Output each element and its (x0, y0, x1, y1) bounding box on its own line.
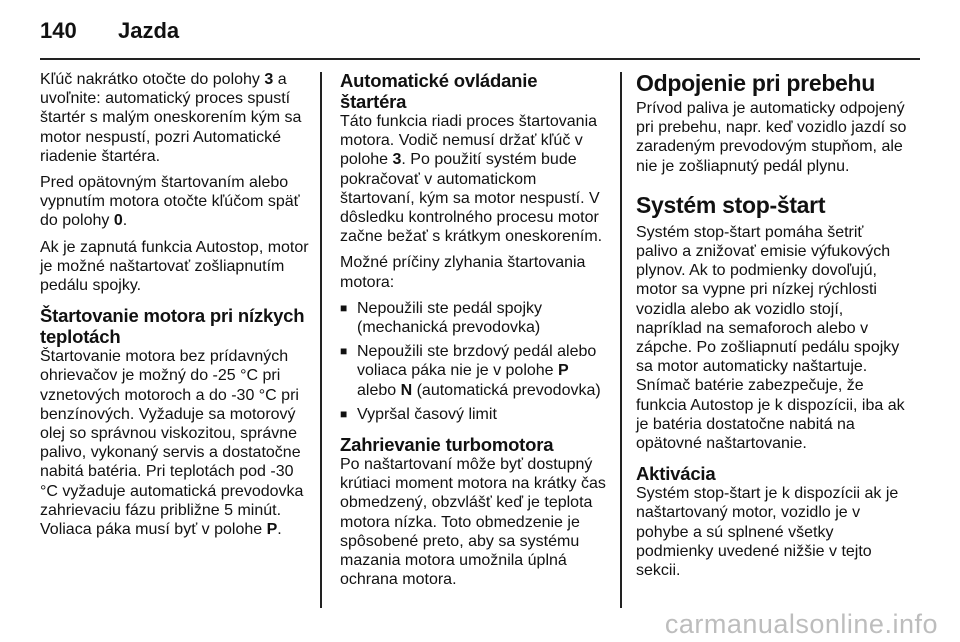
list-item: ■ Vypršal časový limit (340, 405, 606, 424)
failure-causes-list (340, 299, 606, 424)
column-divider-1 (320, 72, 322, 608)
paragraph-turbo-warmup: Po naštartovaní môže byť dostupný krútiaci moment motora na krátky čas obmedzený, obzvlášť keď je teplota motora nízka. Toto obmedzenie je spôsobené preto, aby sa systému mazania motora umožnila úplná ochrana motora. (340, 456, 606, 589)
list-item: ■ Nepoužili ste brzdový pedál alebo voliaca páka nie je v polohe P alebo N (automatická prevodovka) (340, 342, 606, 400)
watermark: carmanualsonline.info (664, 609, 938, 639)
column-3 (636, 70, 908, 587)
column-1 (40, 70, 312, 546)
header-rule (40, 58, 920, 60)
heading-fuel-cutoff: Odpojenie pri prebehu (636, 70, 876, 96)
column-divider-2 (620, 72, 622, 608)
paragraph-stop-start: Systém stop-štart pomáha šetriť palivo a znižovať emisie výfukových plynov. Ak to podmienky dovoľujú, motor sa vypne pri nízkej rýchlosti vozidla alebo ak vozidlo stojí, napríklad na semaforoch alebo v zápche. Po zošliapnutí pedálu spojky sa motor automaticky naštartuje. Snímač batérie zabezpečuje, že funkcia Autostop je k dispozícii, iba ak je batéria dostatočne nabitá na opätovné naštartovanie. (636, 223, 905, 453)
page-number: 140 (40, 18, 77, 43)
heading-cold-start: Štartovanie motora pri nízkych teplotách (40, 305, 305, 348)
heading-activation: Aktivácia (636, 463, 716, 485)
paragraph-key-position-3: Kľúč nakrátko otočte do polohy 3 a uvoľnite: automatický proces spustí štartér s malým oneskorením kým sa motor nespustí, pozri Automatické riadenie štartéra. (40, 71, 302, 165)
paragraph-cold-start: Štartovanie motora bez prídavných ohrievačov je možný do -25 °C pri vznetových motoroch a do -30 °C pri benzínových. Vyžaduje sa motorový olej so správnou viskozitou, správne palivo, vykonaný servis a dostatočne nabitá batéria. Pri teplotách pod -30 °C vyžaduje automatická prevodovka zahrievaciu fázu približne 5 minút. Voliaca páka musí byť v polohe P. (40, 348, 304, 539)
paragraph-autostop: Ak je zapnutá funkcia Autostop, motor je možné naštartovať zošliapnutím pedálu spojky. (40, 238, 309, 295)
heading-turbo-warmup: Zahrievanie turbomotora (340, 434, 554, 456)
heading-auto-starter: Automatické ovládanie štartéra (340, 70, 538, 112)
paragraph-fuel-cutoff: Prívod paliva je automaticky odpojený pri prebehu, napr. keď vozidlo jazdí so zaradeným prevodovým stupňom, ale nie je zošliapnutý pedál plynu. (636, 100, 907, 175)
paragraph-activation: Systém stop-štart je k dispozícii ak je naštartovaný motor, vozidlo je v pohybe a sú splnené všetky podmienky uvedené nižšie v tejto sekcii. (636, 485, 899, 580)
paragraph-failure-causes: Možné príčiny zlyhania štartovania motora: (340, 254, 586, 291)
heading-stop-start: Systém stop-štart (636, 191, 826, 218)
paragraph-key-position-0: Pred opätovným štartovaním alebo vypnutím motora otočte kľúčom späť do polohy 0. (40, 174, 300, 230)
page-title: Jazda (118, 18, 180, 43)
list-item: ■ Nepoužili ste pedál spojky (mechanická prevodovka) (340, 299, 606, 337)
paragraph-auto-starter: Táto funkcia riadi proces štartovania motora. Vodič nemusí držať kľúč v polohe 3. Po použití systém bude pokračovať v automatickom štartovaní, kým sa motor nespustí. V dôsledku kontrolného procesu motor začne bežať s krátkym oneskorením. (340, 113, 603, 246)
page-header (40, 18, 179, 48)
column-2 (340, 70, 606, 596)
